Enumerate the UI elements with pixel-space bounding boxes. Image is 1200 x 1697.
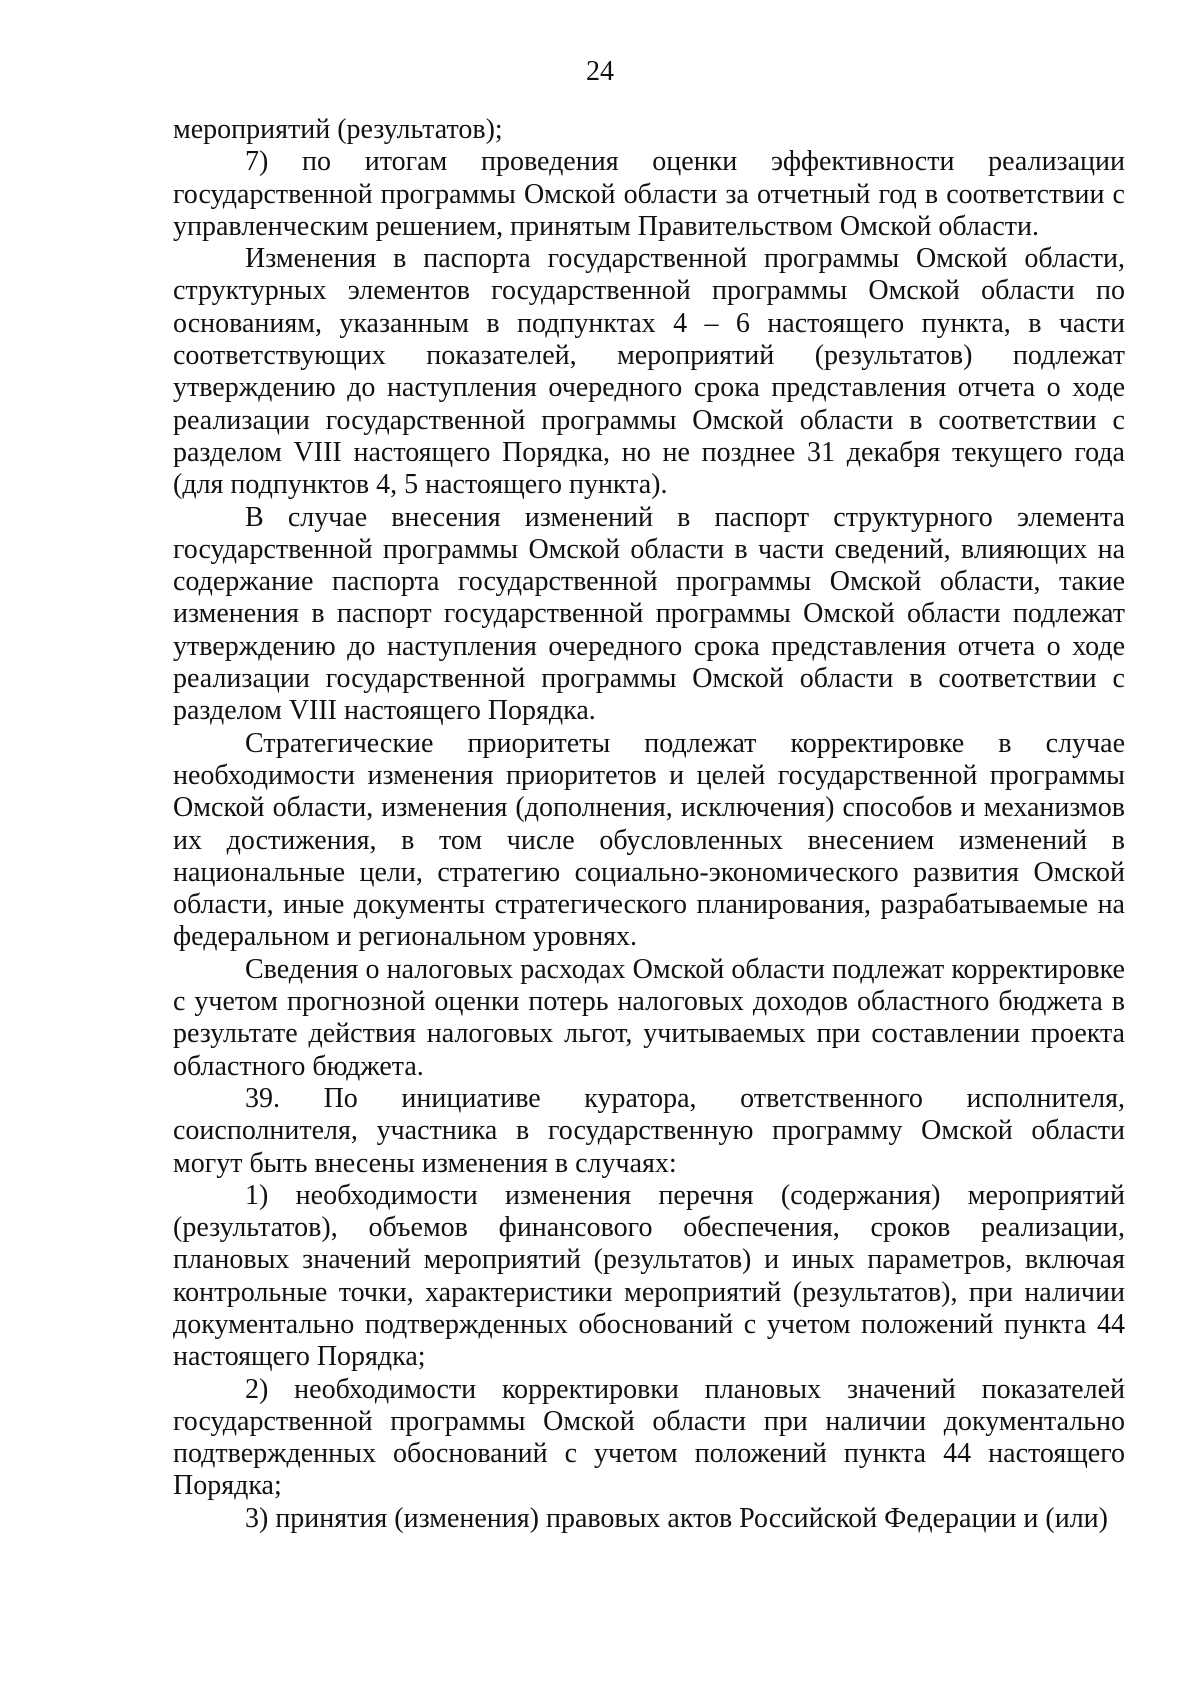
paragraph: 7) по итогам проведения оценки эффективности реализации государственной программы Омской области за отчетный год в соответствии с управленческим решением, принятым Правительством Омской области. — [173, 146, 1125, 242]
paragraph: В случае внесения изменений в паспорт структурного элемента государственной программы Омской области в части сведений, влияющих на содержание паспорта государственной программы Омской области, такие изменения в паспорт государственной программы Омской области подлежат утверждению до наступления очередного срока представления отчета о ходе реализации государственной программы Омской области в соответствии с разделом VIII настоящего Порядка. — [173, 501, 1125, 727]
paragraph: 39. По инициативе куратора, ответственного исполнителя, соисполнителя, участника в государственную программу Омской области могут быть внесены изменения в случаях: — [173, 1082, 1125, 1179]
paragraph: мероприятий (результатов); — [173, 114, 503, 145]
paragraph: 1) необходимости изменения перечня (содержания) мероприятий (результатов), объемов финансового обеспечения, сроков реализации, плановых значений мероприятий (результатов) и иных параметров, включая контрольные точки, характеристики мероприятий (результатов), при наличии документально подтвержденных обоснований с учетом положений пункта 44 настоящего Порядка; — [173, 1179, 1125, 1373]
paragraph: 3) принятия (изменения) правовых актов Российской Федерации и (или) — [245, 1502, 1108, 1534]
paragraph: Изменения в паспорта государственной программы Омской области, структурных элементов государственной программы Омской области по основаниям, указанным в подпунктах 4 – 6 настоящего пункта, в части соответствующих показателей, мероприятий (результатов) подлежат утверждению до наступления очередного срока представления отчета о ходе реализации государственной программы Омской области в соответствии с разделом VIII настоящего Порядка, но не позднее 31 декабря текущего года (для подпунктов 4, 5 настоящего пункта). — [173, 243, 1125, 501]
document-body — [173, 114, 1125, 1535]
paragraph: 2) необходимости корректировки плановых значений показателей государственной программы Омской области при наличии документально подтвержденных обоснований с учетом положений пункта 44 настоящего Порядка; — [173, 1373, 1125, 1502]
page-number: 24 — [586, 56, 614, 87]
paragraph: Стратегические приоритеты подлежат корректировке в случае необходимости изменения приоритетов и целей государственной программы Омской области, изменения (дополнения, исключения) способов и механизмов их достижения, в том числе обусловленных внесением изменений в национальные цели, стратегию социально-экономического развития Омской области, иные документы стратегического планирования, разрабатываемые на федеральном и региональном уровнях. — [173, 727, 1125, 953]
paragraph: Сведения о налоговых расходах Омской области подлежат корректировке с учетом прогнозной оценки потерь налоговых доходов областного бюджета в результате действия налоговых льгот, учитываемых при составлении проекта областного бюджета. — [173, 953, 1125, 1082]
